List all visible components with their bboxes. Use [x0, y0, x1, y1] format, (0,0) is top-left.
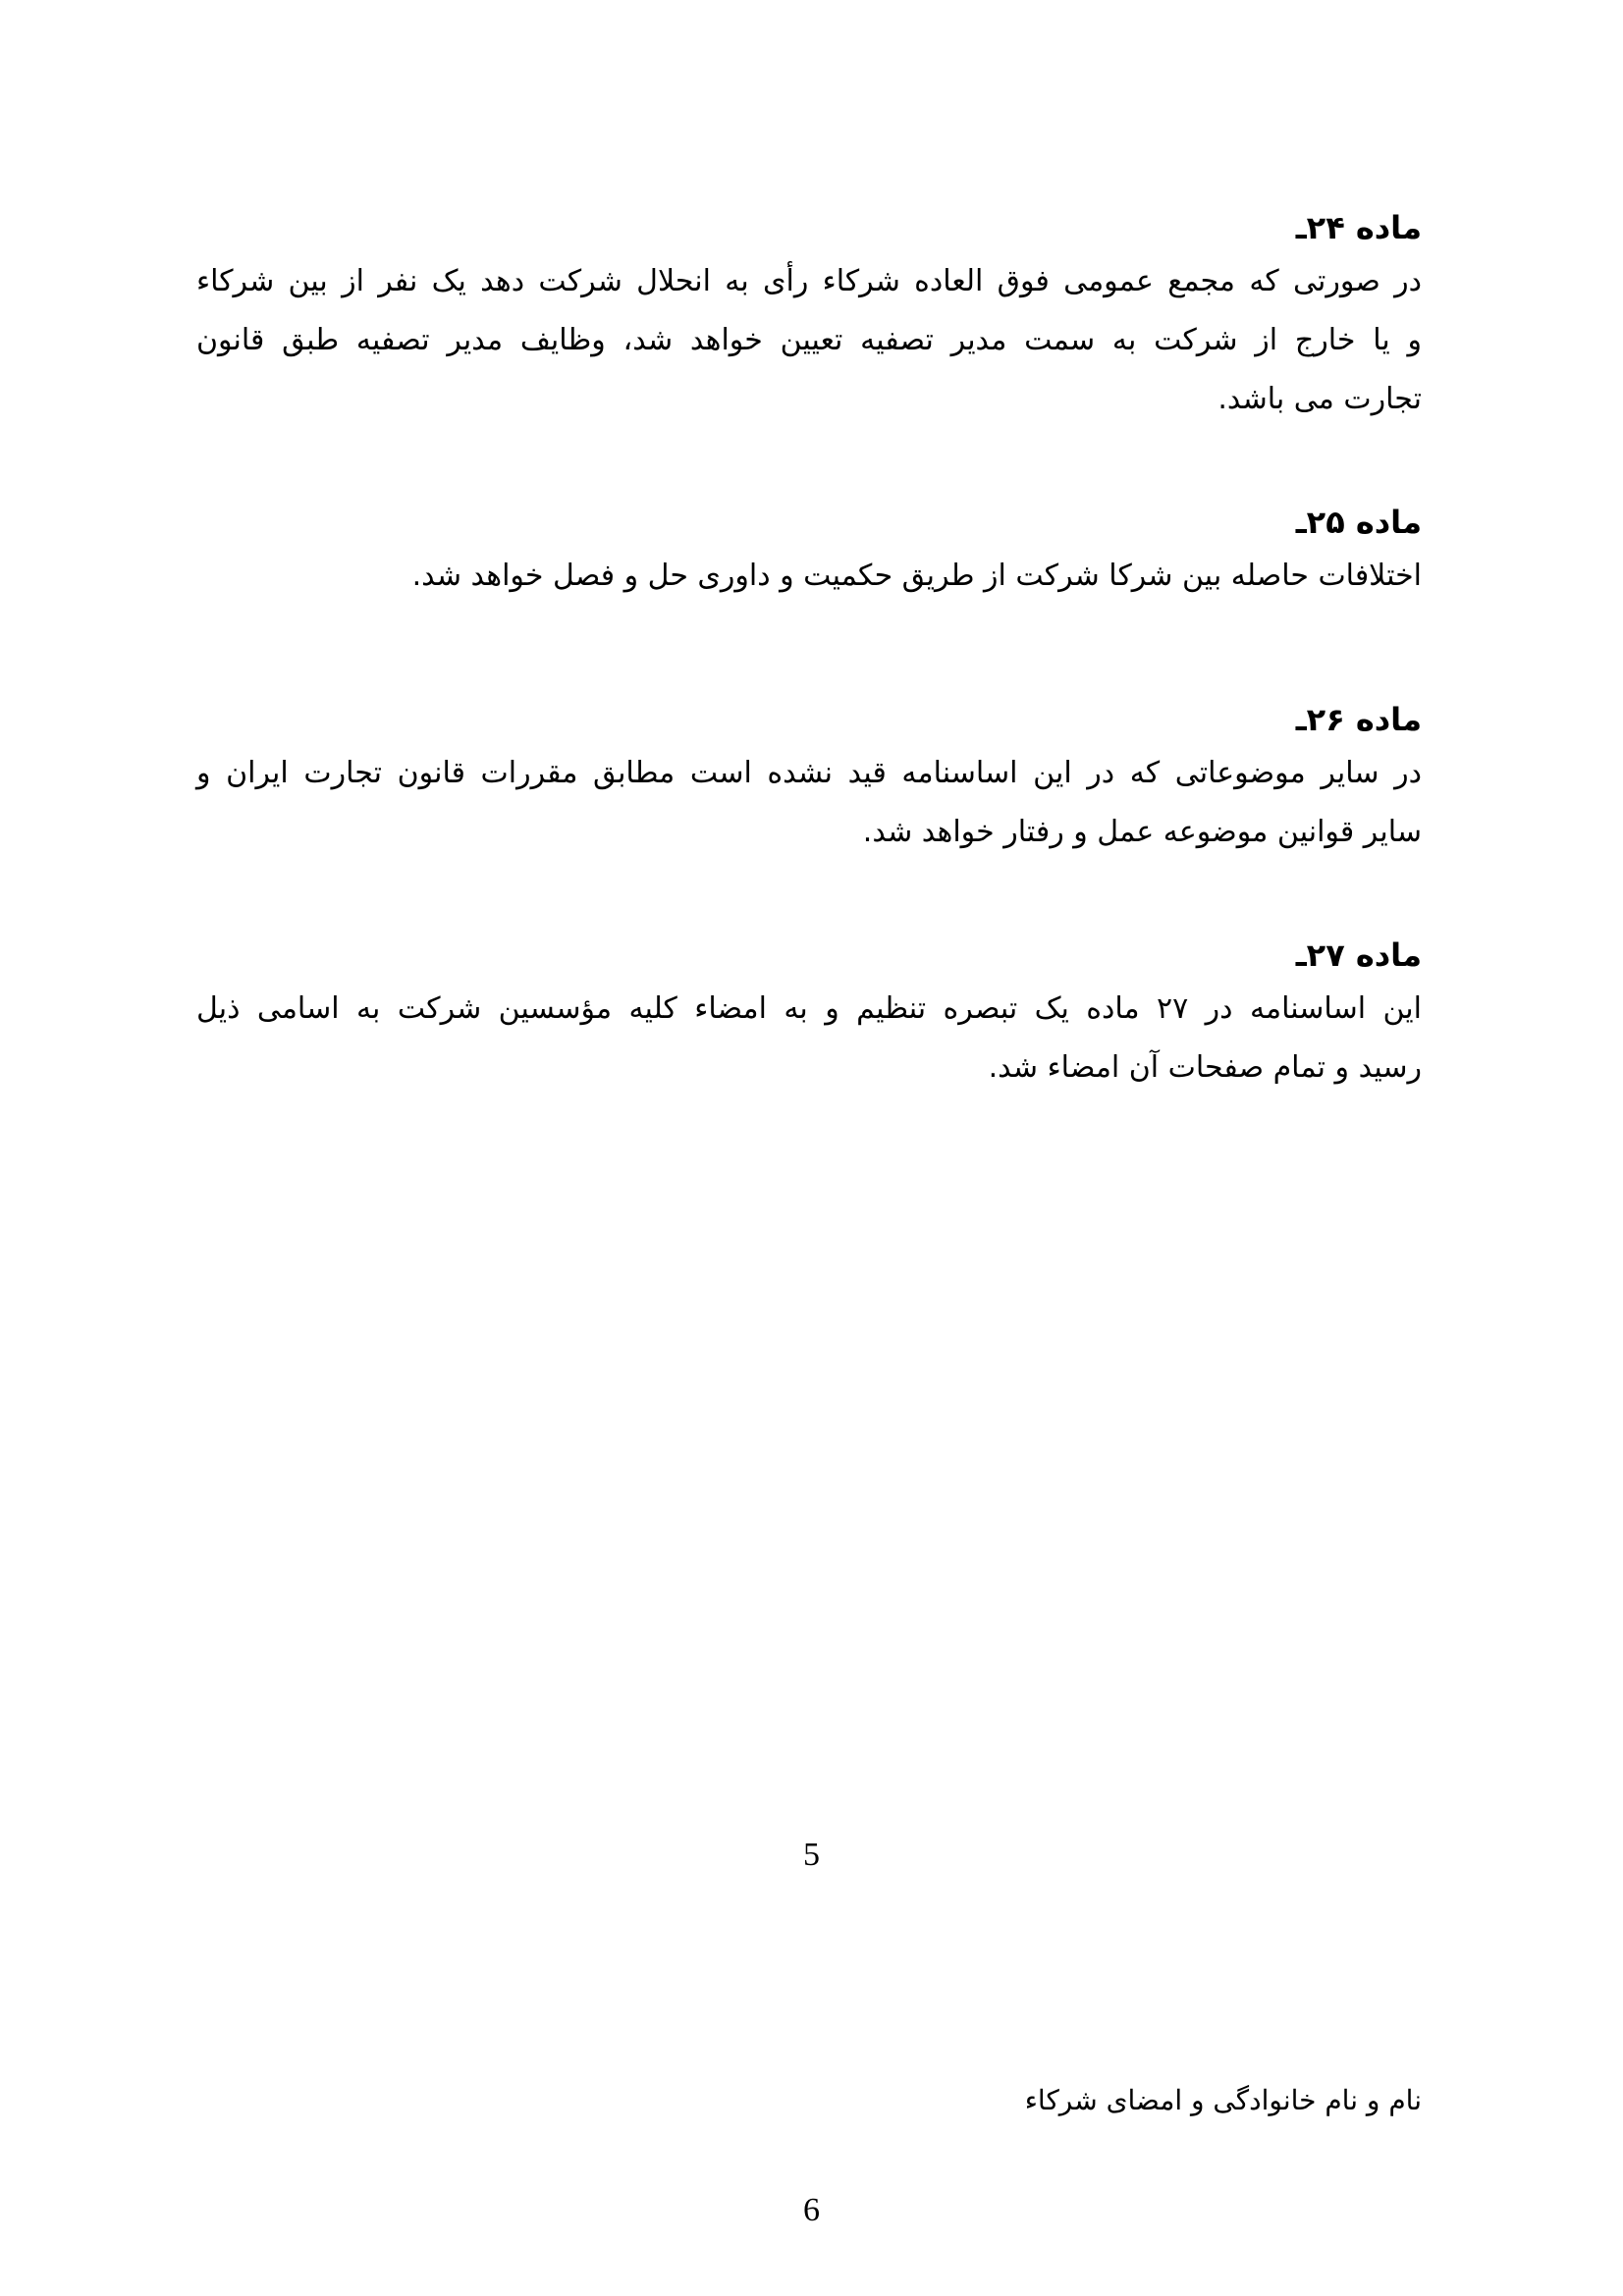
- article-27: [196, 931, 1422, 1097]
- article-body: [196, 252, 1422, 429]
- article-line: رسید و تمام صفحات آن امضاء شد.: [988, 1050, 1422, 1085]
- article-line: سایر قوانین موضوعه عمل و رفتار خواهد شد.: [862, 815, 1422, 849]
- signature-caption: نام و نام خانوادگی و امضای شرکاء: [1024, 2084, 1422, 2116]
- page-number: 6: [803, 2192, 820, 2228]
- article-title: ماده ۲۷ـ: [1295, 936, 1422, 974]
- article-body: [196, 980, 1422, 1097]
- article-line: اختلافات حاصله بین شرکا شرکت از طریق حکمیت و داوری حل و فصل خواهد شد.: [411, 559, 1422, 593]
- article-line: در سایر موضوعاتی که در این اساسنامه قید نشده است مطابق مقررات قانون تجارت ایران و: [196, 756, 1422, 790]
- article-line: و یا خارج از شرکت به سمت مدیر تصفیه تعیین خواهد شد، وظایف مدیر تصفیه طبق قانون: [196, 323, 1422, 357]
- article-25: [196, 498, 1422, 606]
- article-24: [196, 203, 1422, 429]
- article-line: تجارت می باشد.: [1217, 382, 1422, 416]
- article-26: [196, 695, 1422, 862]
- article-title: ماده ۲۵ـ: [1295, 504, 1422, 541]
- article-title: ماده ۲۶ـ: [1295, 701, 1422, 738]
- article-line: در صورتی که مجمع عمومی فوق العاده شرکاء رأی به انحلال شرکت دهد یک نفر از بین شرکاء: [196, 264, 1422, 298]
- article-title: ماده ۲۴ـ: [1295, 209, 1422, 246]
- article-line: این اساسنامه در ۲۷ ماده یک تبصره تنظیم و به امضاء کلیه مؤسسین شرکت به اسامی ذیل: [196, 991, 1422, 1026]
- article-body: [196, 547, 1422, 606]
- page-number: 5: [803, 1837, 820, 1873]
- article-body: [196, 744, 1422, 862]
